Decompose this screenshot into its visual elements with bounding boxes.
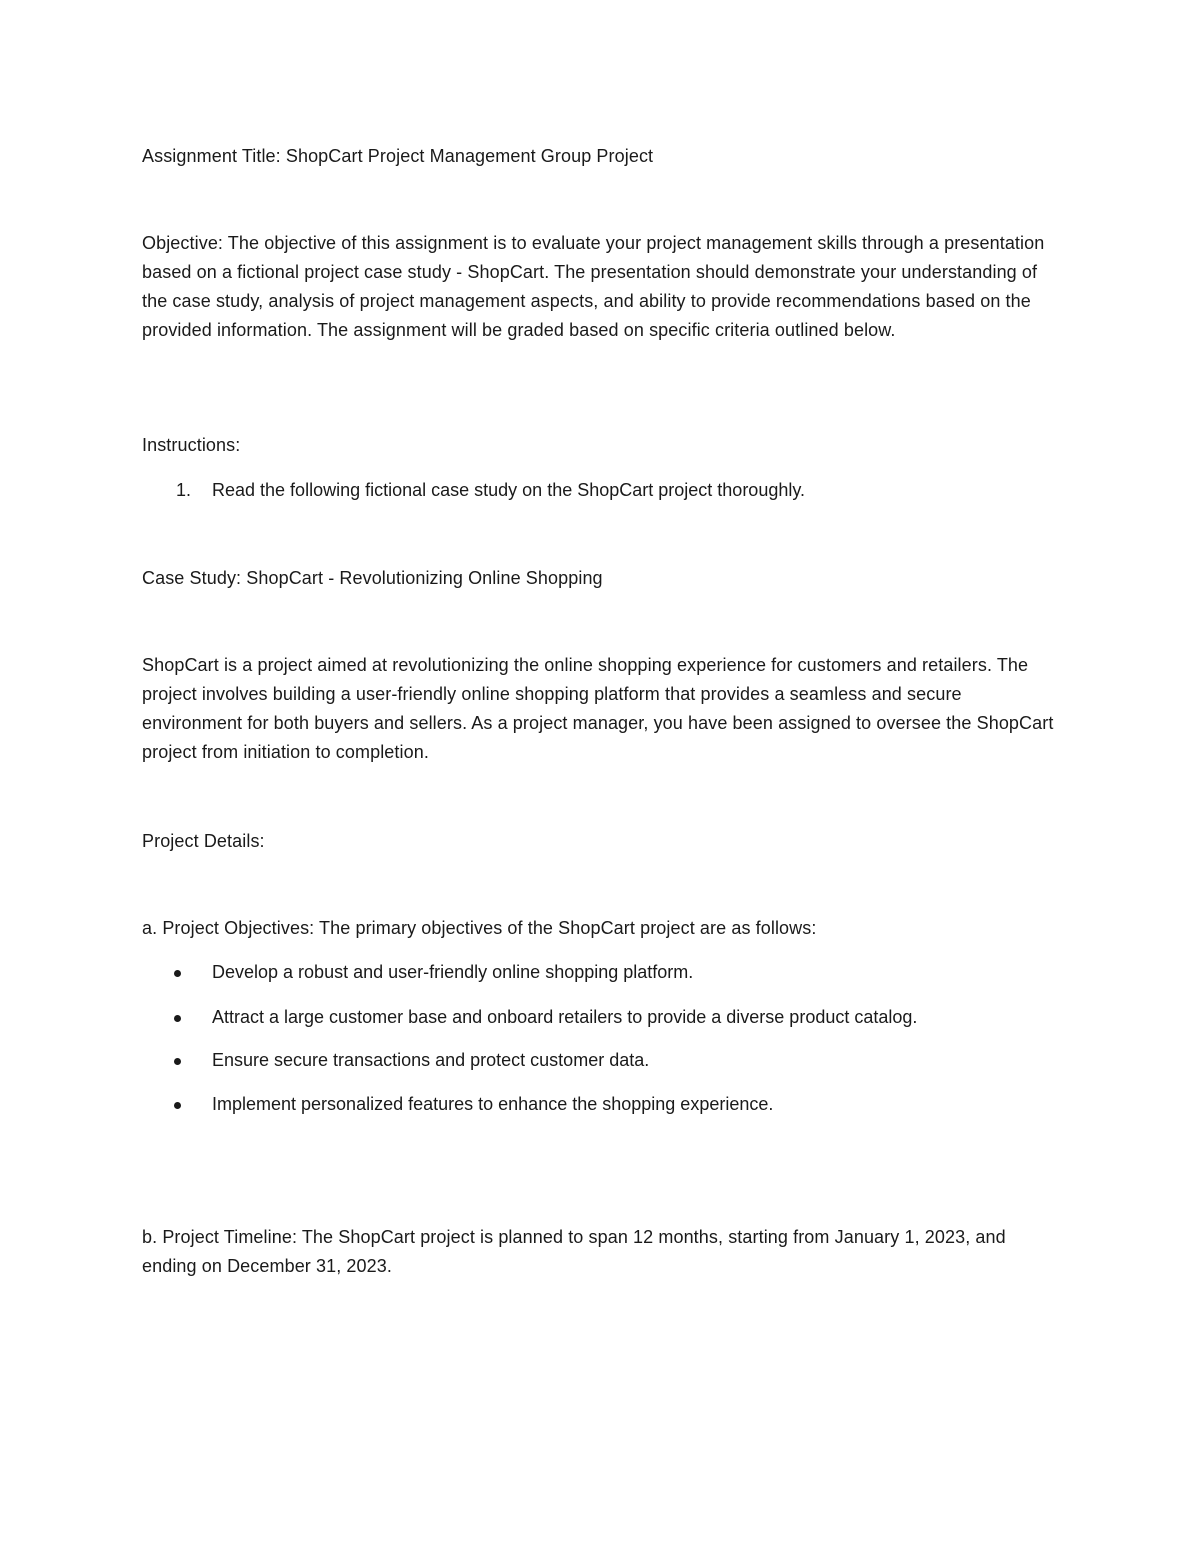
objectives-intro: a. Project Objectives: The primary objectives of the ShopCart project are as follows: <box>142 918 817 938</box>
list-number: 1. <box>176 480 192 500</box>
bullet-icon <box>174 1015 181 1022</box>
instruction-text: Read the following fictional case study on the ShopCart project thoroughly. <box>212 480 806 500</box>
bullet-text: Ensure secure transactions and protect customer data. <box>212 1050 650 1070</box>
bullet-icon <box>174 970 181 977</box>
objective-bullet-item <box>142 1003 1062 1032</box>
assignment-title: Assignment Title: ShopCart Project Management Group Project <box>142 146 654 166</box>
objective-bullet-item <box>142 958 1062 987</box>
case-study-heading: Case Study: ShopCart - Revolutionizing Online Shopping <box>142 568 603 588</box>
objective-bullet-item <box>142 1046 1062 1075</box>
case-study-paragraph: ShopCart is a project aimed at revolutionizing the online shopping experience for customers and retailers. The project involves building a user-friendly online shopping platform that provides a seamless and secure environment for both buyers and sellers. As a project manager, you have been assigned to oversee the ShopCart project from initiation to completion. <box>142 655 1054 762</box>
instruction-item <box>142 476 1062 505</box>
bullet-icon <box>174 1058 181 1065</box>
timeline-paragraph: b. Project Timeline: The ShopCart project is planned to span 12 months, starting from January 1, 2023, and ending on December 31, 2023. <box>142 1227 1006 1276</box>
bullet-icon <box>174 1102 181 1109</box>
bullet-text: Develop a robust and user-friendly online shopping platform. <box>212 962 694 982</box>
objective-paragraph: Objective: The objective of this assignment is to evaluate your project management skills through a presentation based on a fictional project case study - ShopCart. The presentation should demonstrate your understanding of the case study, analysis of project management aspects, and ability to provide recommendations based on the provided information. The assignment will be graded based on specific criteria outlined below. <box>142 233 1045 340</box>
project-details-heading: Project Details: <box>142 831 265 851</box>
bullet-text: Implement personalized features to enhance the shopping experience. <box>212 1094 774 1114</box>
instructions-heading: Instructions: <box>142 435 241 455</box>
bullet-text: Attract a large customer base and onboard retailers to provide a diverse product catalog. <box>212 1007 918 1027</box>
objective-bullet-item <box>142 1090 1062 1119</box>
